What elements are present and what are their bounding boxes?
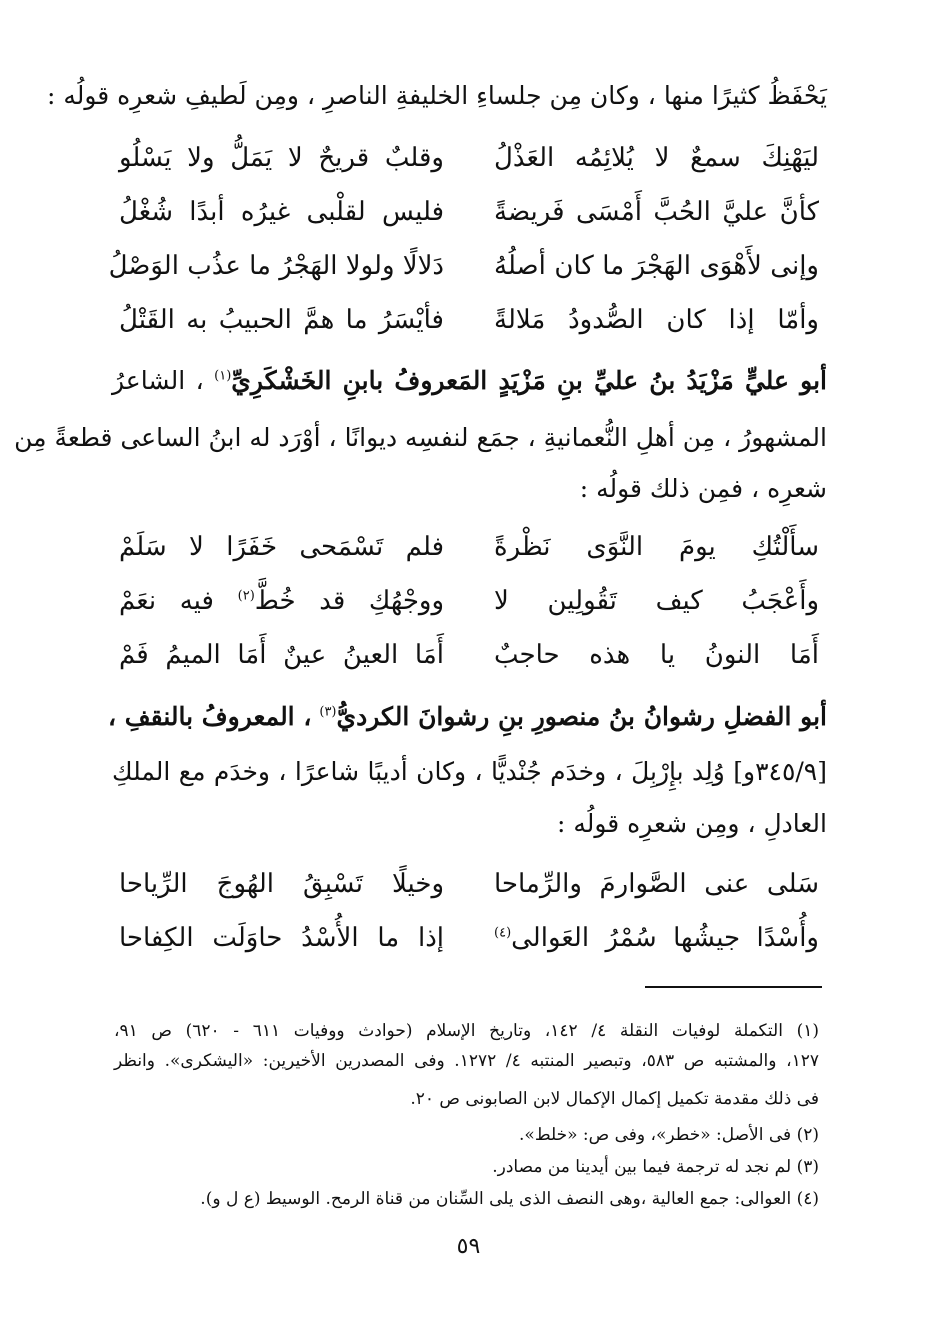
verse-hemistich: وإنى لأَهْوَى الهَجْرَ ما كان أصلُهُ <box>494 251 819 281</box>
verse-line <box>119 911 819 965</box>
verse-line <box>119 131 819 185</box>
verse-hemistich: فأيْسَرُ ما همَّ الحبيبُ به القَتْلُ <box>119 305 444 335</box>
verse-hemistich: سَلى عنى الصَّوارمَ والرِّماحا <box>494 869 819 899</box>
footnote-ref: (٣) <box>319 704 337 720</box>
footnote-divider <box>645 986 822 988</box>
verse-hemistich: أَمَا العينُ عينٌ أَمَا الميمُ فَمْ <box>119 640 444 670</box>
verse-hemistich: إذا ما الأُسْدُ حاوَلَت الكِفاحا <box>119 923 444 953</box>
page-number: ٥٩ <box>456 1234 481 1259</box>
verse-line <box>119 185 819 239</box>
footnote-line: (٤) العوالى: جمع العالية ،وهى النصف الذى يلى السِّنان من قناة الرمح. الوسيط (ع ل و). <box>200 1189 819 1209</box>
prose-text: ، المعروفُ بالنقفِ ، <box>108 702 312 731</box>
verse-line <box>119 574 819 628</box>
verse-line <box>108 239 819 293</box>
verse-hemistich: دَلالًا ولولا الهَجْرُ ما عذُب الوَصْلُ <box>108 251 444 281</box>
prose-line: يَحْفَظُ كثيرًا منها ، وكان مِن جلساءِ الخليفةِ الناصرِ ، ومِن لَطيفِ شعرِه قولُه : <box>46 81 827 110</box>
verse-hemistich: فلم تَسْمَحى خَفَرًا لا سَلَمْ <box>119 532 444 562</box>
verse-hemistich: سأَلْتُكِ يومَ النَّوَى نَظْرةً <box>494 532 819 562</box>
prose-line: العادلِ ، ومِن شعرِه قولُه : <box>556 809 827 838</box>
prose-line: [٣٤٥/٩و] وُلِد بإِرْبِلَ ، وخدَم جُنْديًّا ، وكان أديبًا شاعرًا ، وخدَم مع الملكِ <box>112 757 827 786</box>
footnote-line: (٢) فى الأصل: «خطر»، وفى ص: «خلط». <box>519 1125 819 1145</box>
verse-hemistich: فليس لقلْبى غيرُه أبدًا شُغْلُ <box>119 197 444 227</box>
footnote-ref: (٢) <box>237 588 255 604</box>
verse-line <box>119 628 819 682</box>
footnote-ref: (٤) <box>494 925 512 941</box>
biography-heading-line <box>112 361 827 405</box>
prose-line: شعرِه ، فمِن ذلك قولُه : <box>579 474 827 503</box>
verse-line <box>119 520 819 574</box>
verse-text: وأُسْدًا جيشُها سُمْرُ العَوالى <box>511 923 819 953</box>
prose-line: المشهورُ ، مِن أهلِ النُّعمانيةِ ، جمَع لنفسِه ديوانًا ، أوْرَد له ابنُ الساعى قطعةً مِن <box>14 423 827 452</box>
biography-heading-line <box>108 697 827 741</box>
verse-text: ووجْهُكِ قد خُطَّ <box>254 586 445 616</box>
footnote-line: ١٢٧، والمشتبه ص ٥٨٣، وتبصير المنتبه ٤/ ١٢٧٢. وفى المصدرين الأخيرين: «اليشكرى». وانظر <box>114 1051 819 1071</box>
verse-hemistich <box>494 911 819 965</box>
verse-text: فيه نعَمْ <box>119 586 214 616</box>
verse-hemistich: وخيلًا تَسْبِقُ الهُوجَ الرِّياحا <box>119 869 444 899</box>
verse-line <box>119 293 819 347</box>
footnote-line: (٣) لم نجد له ترجمة فيما بين أيدينا من مصادر. <box>492 1157 819 1177</box>
verse-hemistich: وقلبٌ قريحٌ لا يَمَلُّ ولا يَسْلُو <box>119 143 444 173</box>
verse-hemistich: وأَعْجَبُ كيف تَقُولِين لا <box>494 586 819 616</box>
footnote-line: فى ذلك مقدمة تكميل إكمال الإكمال لابن الصابونى ص ٢٠. <box>410 1089 819 1109</box>
verse-line <box>119 857 819 911</box>
verse-hemistich: وأمّا إذا كان الصُّدودُ مَلالةً <box>494 305 819 335</box>
footnote-line: (١) التكملة لوفيات النقلة ٤/ ١٤٢، وتاريخ الإسلام (حوادث ووفيات ٦١١ - ٦٢٠) ص ٩١، <box>114 1021 820 1041</box>
person-name: أبو عليٍّ مَزْيَدُ بنُ عليِّ بنِ مَزْيَدٍ المَعروفُ بابنِ الخَشْكَرِيِّ <box>231 366 827 395</box>
verse-hemistich: ليَهْنِكَ سمعٌ لا يُلائِمُه العَذْلُ <box>494 143 819 173</box>
verse-hemistich <box>119 574 444 628</box>
person-name: أبو الفضلِ رشوانُ بنُ منصورِ بنِ رشوانَ الكرديُّ <box>336 702 827 731</box>
verse-hemistich: كأنَّ عليَّ الحُبَّ أَمْسَى فَريضةً <box>494 197 819 227</box>
prose-text: ، الشاعرُ <box>112 366 204 395</box>
verse-hemistich: أَمَا النونُ يا هذه حاجبٌ <box>494 640 819 670</box>
footnote-ref: (١) <box>214 368 232 384</box>
